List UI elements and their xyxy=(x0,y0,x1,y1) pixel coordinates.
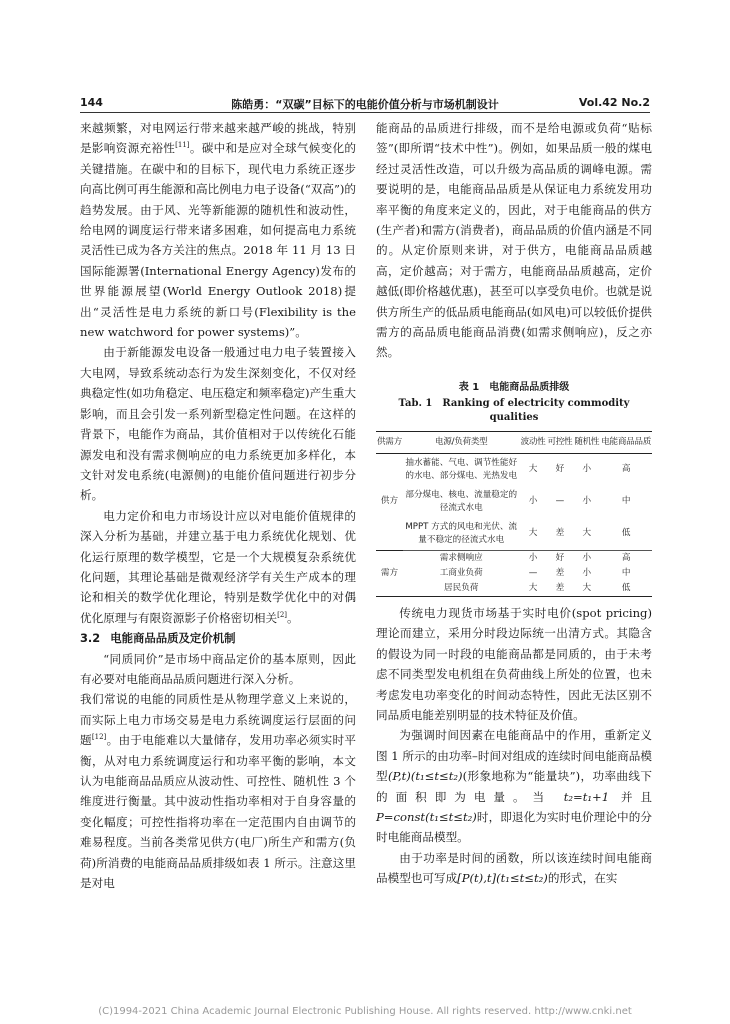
controllability-cell: 差 xyxy=(555,567,565,578)
section-heading xyxy=(80,628,356,648)
paragraph-text: 我们常说的电能的同质性是从物理学意义上来说的，而实际上电力市场交易是电力系统调度运行层面的问题 xyxy=(80,692,356,748)
inline-math: t₂=t₁+1 xyxy=(563,789,610,804)
citation: [12] xyxy=(91,733,107,742)
running-title: 陈皓勇：“双碳”目标下的电能价值分析与市场机制设计 xyxy=(231,98,499,111)
header-cell: 波动性 xyxy=(520,431,547,453)
paragraph xyxy=(80,689,356,893)
table-header-row xyxy=(376,431,652,453)
paragraph-text: 。由于电能难以大量储存，发用功率必须实时平衡，从对电力系统调度运行和功率平衡的影响，本文认为电能商品品质应从波动性、可控性、随机性 3 个维度进行衡量。其中波动性指功率相对于自身容量的变化幅度；可控性指将功率在一定范围内自由调节的难易程度。当前各类常见供方(电厂)所生产和需方(负荷)所消费的电能商品品质排级如表 1 所示。注意这里是对电 xyxy=(80,733,356,891)
fluctuation-cell: 大 xyxy=(520,581,547,597)
paragraph-text: 。 xyxy=(287,610,299,625)
paragraph-text: 。碳中和是应对全球气候变化的关键措施。在碳中和的目标下，现代电力系统正逐步向高比例可再生能源和高比例电力电子设备(“双高”)的趋势发展。由于风、光等新能源的随机性和波动性，给电网的调度运行带来诸多困难，如何提高电力系统灵活性已成为各方关注的焦点。2018 年 11 月 13 日国际能源署(International Energy Agency)发布的世界能源展望(World Energy Outlook 2018)提出“灵活性是电力系统的新口号(Flexibility is the new watchword for power systems)”。 xyxy=(80,141,356,340)
paragraph-text: 时，即退化为实时电价理论中的分时电能商品模型。 xyxy=(376,809,652,845)
table-caption-cn: 表 1 电能商品品质排级 xyxy=(458,381,570,393)
paragraph-text: 的形式，在实 xyxy=(547,871,618,886)
paragraph: 传统电力现货市场基于实时电价(spot pricing)理论而建立，采用分时段边际统一出清方式。其隐含的假设为同一时段的电能商品都是同质的，由于未考虑不同类型发电机组在负荷曲线上所处的位置，也未考虑发电功率变化的时间动态特性，因此无法区别不同品质电能差别明显的技术特征及价值。 xyxy=(376,605,652,722)
source-type-cell: 需求侧响应 xyxy=(403,550,520,566)
header-cell: 电源/负荷类型 xyxy=(403,431,520,453)
header-cell: 可控性 xyxy=(546,431,573,453)
inline-math: (P,t)(t₁≤t≤t₂) xyxy=(387,769,463,784)
paragraph: “同质同价”是市场中商品定价的基本原则，因此有必要对电能商品品质问题进行深入分析。 xyxy=(80,651,356,686)
quality-cell: 中 xyxy=(621,496,631,507)
randomness-cell: 大 xyxy=(582,528,592,539)
fluctuation-cell: 大 xyxy=(520,453,547,486)
paragraph: 由于新能源发电设备一般通过电力电子装置接入大电网，导致系统动态行为发生深刻变化，不仅对经典稳定性(如功角稳定、电压稳定和频率稳定)产生重大影响，而且会引发一系列新型稳定性问题。在这样的背景下，电能作为商品，其价值相对于以传统化石能源发电和没有需求侧响应的电力系统更加多样化，本文针对发电系统(电源侧)的电能价值问题进行初步分析。 xyxy=(80,345,356,503)
controllability-cell: — xyxy=(555,496,565,507)
quality-cell: 高 xyxy=(600,550,652,566)
header-cell: 供需方 xyxy=(376,431,403,453)
paragraph-text: (形象地称为“能量块”)，功率曲线下的面积即为电量。当 xyxy=(376,769,652,804)
table-row xyxy=(376,550,652,566)
running-header xyxy=(80,92,650,112)
left-column xyxy=(80,118,356,893)
citation: [11] xyxy=(175,141,190,150)
fluctuation-cell: 小 xyxy=(520,550,547,566)
paragraph xyxy=(376,848,652,889)
header-cell: 电能商品品质 xyxy=(600,431,652,453)
paragraph-text: 为强调时间因素在电能商品中的作用，重新定义图 1 所示的由功率–时间对组成的连续时间电能商品模型 xyxy=(376,728,652,784)
table-row xyxy=(376,518,652,551)
side-cell: 需方 xyxy=(376,550,403,596)
header-rule xyxy=(80,112,650,113)
table-caption-en: Tab. 1 Ranking of electricity commodity qualities xyxy=(398,397,630,423)
source-type-cell: MPPT 方式的风电和光伏、流量不稳定的径流式水电 xyxy=(405,521,518,545)
inline-math: P=const(t₁≤t≤t₂) xyxy=(376,809,477,824)
table-row xyxy=(376,453,652,486)
fluctuation-cell: — xyxy=(528,567,538,578)
header-cell: 随机性 xyxy=(573,431,600,453)
source-type-cell: 工商业负荷 xyxy=(439,567,483,578)
table-row xyxy=(376,581,652,597)
source-type-cell: 部分煤电、核电、流量稳定的径流式水电 xyxy=(405,489,518,513)
paragraph: 能商品的品质进行排级，而不是给电源或负荷“贴标签”(即所谓“技术中性”)。例如，如果品质一般的煤电经过灵活性改造，可以升级为高品质的调峰电源。需要说明的是，电能商品品质是从保证电力系统发用功率平衡的角度来定义的，因此，对于电能商品的供方(生产者)和需方(消费者)，商品品质的价值内涵是不同的。从定价原则来讲，对于供方，电能商品品质越高，定价越高；对于需方，电能商品品质越高，定价越低(即价格越优惠)，甚至可以享受负电价。也就是说供方所生产的低品质电能商品(如风电)可以较低价提供需方的高品质电能商品消费(如需求侧响应)，反之亦然。 xyxy=(376,121,652,360)
page-number: 144 xyxy=(80,96,103,109)
fluctuation-cell: 小 xyxy=(528,496,538,507)
randomness-cell: 大 xyxy=(573,581,600,597)
section-number: 3.2 xyxy=(80,631,101,646)
quality-cell: 高 xyxy=(600,453,652,486)
volume-label: Vol.42 No.2 xyxy=(578,96,650,109)
quality-cell: 低 xyxy=(600,581,652,597)
side-cell: 供方 xyxy=(376,453,403,550)
controllability-cell: 好 xyxy=(546,453,573,486)
inline-math: [P(t),t](t₁≤t≤t₂) xyxy=(457,871,548,886)
paragraph-text: 由于功率是时间的函数，所以该连续时间电能商品模型也可写成 xyxy=(376,850,652,886)
copyright-footer: (C)1994-2021 China Academic Journal Electronic Publishing House. All rights reserved. http://www.cnki.net xyxy=(98,1006,632,1017)
randomness-cell: 小 xyxy=(582,567,592,578)
quality-ranking-table xyxy=(376,431,652,597)
quality-cell: 中 xyxy=(621,567,631,578)
paragraph-text: 来越频繁，对电网运行带来越来越严峻的挑战，特别是影响资源充裕性 xyxy=(80,121,356,156)
randomness-cell: 小 xyxy=(573,550,600,566)
paragraph xyxy=(80,506,356,628)
paragraph xyxy=(80,118,356,342)
controllability-cell: 差 xyxy=(546,581,573,597)
controllability-cell: 差 xyxy=(555,528,565,539)
table-row xyxy=(376,566,652,581)
quality-cell: 低 xyxy=(621,528,631,539)
table-row xyxy=(376,486,652,518)
fluctuation-cell: 大 xyxy=(528,528,538,539)
citation: [2] xyxy=(277,610,288,619)
paragraph-text: 并且 xyxy=(620,789,652,804)
right-column xyxy=(376,118,652,889)
paragraph xyxy=(376,725,652,847)
section-title: 电能商品品质及定价机制 xyxy=(110,631,236,646)
controllability-cell: 好 xyxy=(546,550,573,566)
paragraph-text: 电力定价和电力市场设计应以对电能价值规律的深入分析为基础，并建立基于电力系统优化规划、优化运行原理的数学模型，它是一个大规模复杂系统优化问题，其理论基础是微观经济学有关生产成本的理论和相关的数学优化理论，特别是数学优化中的对偶优化原理与有限资源影子价格密切相关 xyxy=(80,508,356,625)
source-type-cell: 居民负荷 xyxy=(403,581,520,597)
randomness-cell: 小 xyxy=(573,453,600,486)
randomness-cell: 小 xyxy=(582,496,592,507)
source-type-cell: 抽水蓄能、气电、调节性能好的水电、部分煤电、光热发电 xyxy=(403,453,520,486)
